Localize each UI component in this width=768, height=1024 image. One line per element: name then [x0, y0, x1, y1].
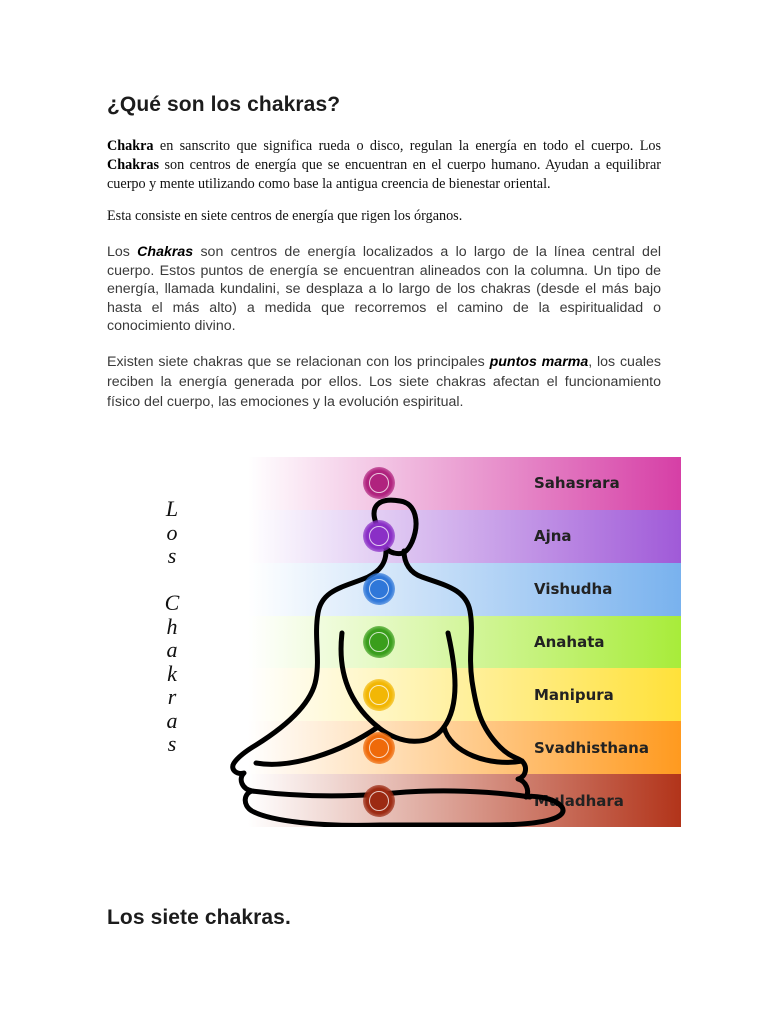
chakra-label: Ajna	[534, 527, 572, 546]
chakra-symbol-icon	[363, 785, 395, 817]
vertical-title-letter: r	[167, 684, 177, 709]
chakra-label: Muladhara	[534, 791, 624, 810]
marma-paragraph	[107, 352, 661, 412]
vertical-title-letter: C	[164, 590, 180, 615]
vertical-title-letter: s	[167, 543, 177, 568]
chakra-core	[369, 579, 389, 599]
meditating-body-outline	[230, 457, 681, 827]
paragraph-text: en sanscrito que significa rueda o disco, regulan la energía en todo el cuerpo. Los	[153, 138, 661, 154]
chakra-core	[369, 738, 389, 758]
chakra-core	[369, 791, 389, 811]
vertical-title-letter: a	[166, 637, 178, 662]
term-puntos-marma: puntos marma	[489, 354, 589, 370]
chakra-core	[369, 685, 389, 705]
chakra-core	[369, 632, 389, 652]
vertical-title-letter: a	[166, 707, 178, 733]
paragraph-text: Los	[107, 244, 138, 260]
vertical-title-letter: o	[166, 519, 178, 545]
vertical-title-letter: L	[165, 496, 179, 521]
chakra-symbol-icon	[363, 573, 395, 605]
chakra-core	[369, 473, 389, 493]
chakra-symbol-icon	[363, 626, 395, 658]
term-chakras: Chakras	[137, 244, 194, 260]
chakras-figure	[230, 457, 681, 827]
intro-paragraph	[107, 137, 661, 194]
page-title: ¿Qué son los chakras?	[107, 93, 341, 116]
paragraph-text: , los cuales reciben la energía generada por ellos. Los siete chakras afectan el funcionamiento físico del cuerpo, las emociones y la evolución espiritual.	[107, 354, 661, 410]
chakra-core	[369, 526, 389, 546]
chakra-label: Manipura	[534, 685, 614, 704]
organs-paragraph: Esta consiste en siete centros de energía que rigen los órganos.	[107, 208, 463, 224]
vertical-title-letter: h	[166, 613, 178, 639]
paragraph-text: Existen siete chakras que se relacionan con los principales	[107, 354, 490, 370]
chakra-label: Vishudha	[534, 580, 613, 599]
term-chakra: Chakra	[107, 138, 154, 154]
chakra-label: Svadhisthana	[534, 738, 649, 757]
kundalini-paragraph	[107, 243, 661, 336]
figure-vertical-title	[160, 497, 184, 756]
paragraph-text: son centros de energía localizados a lo largo de la línea central del cuerpo. Estos puntos de energía se encuentran alineados con la columna. Un tipo de energía, llamada kundalini, se desplaza a lo largo de los chakras (desde el más bajo hasta el más alto) a medida que recorremos el camino de la espiritualidad o conocimiento divino.	[107, 244, 661, 334]
chakra-label: Anahata	[534, 632, 605, 651]
chakra-symbol-icon	[363, 679, 395, 711]
vertical-title-letter: k	[167, 660, 177, 686]
vertical-title-letter: s	[167, 731, 177, 756]
term-chakras: Chakras	[107, 157, 160, 173]
vertical-title-letter	[160, 568, 184, 592]
section-heading: Los siete chakras.	[107, 906, 291, 929]
paragraph-text: son centros de energía que se encuentran en el cuerpo humano. Ayudan a equilibrar cuerpo y mente utilizando como base la antigua creencia de bienestar oriental.	[107, 157, 661, 192]
chakra-symbol-icon	[363, 732, 395, 764]
chakra-label: Sahasrara	[534, 474, 620, 493]
